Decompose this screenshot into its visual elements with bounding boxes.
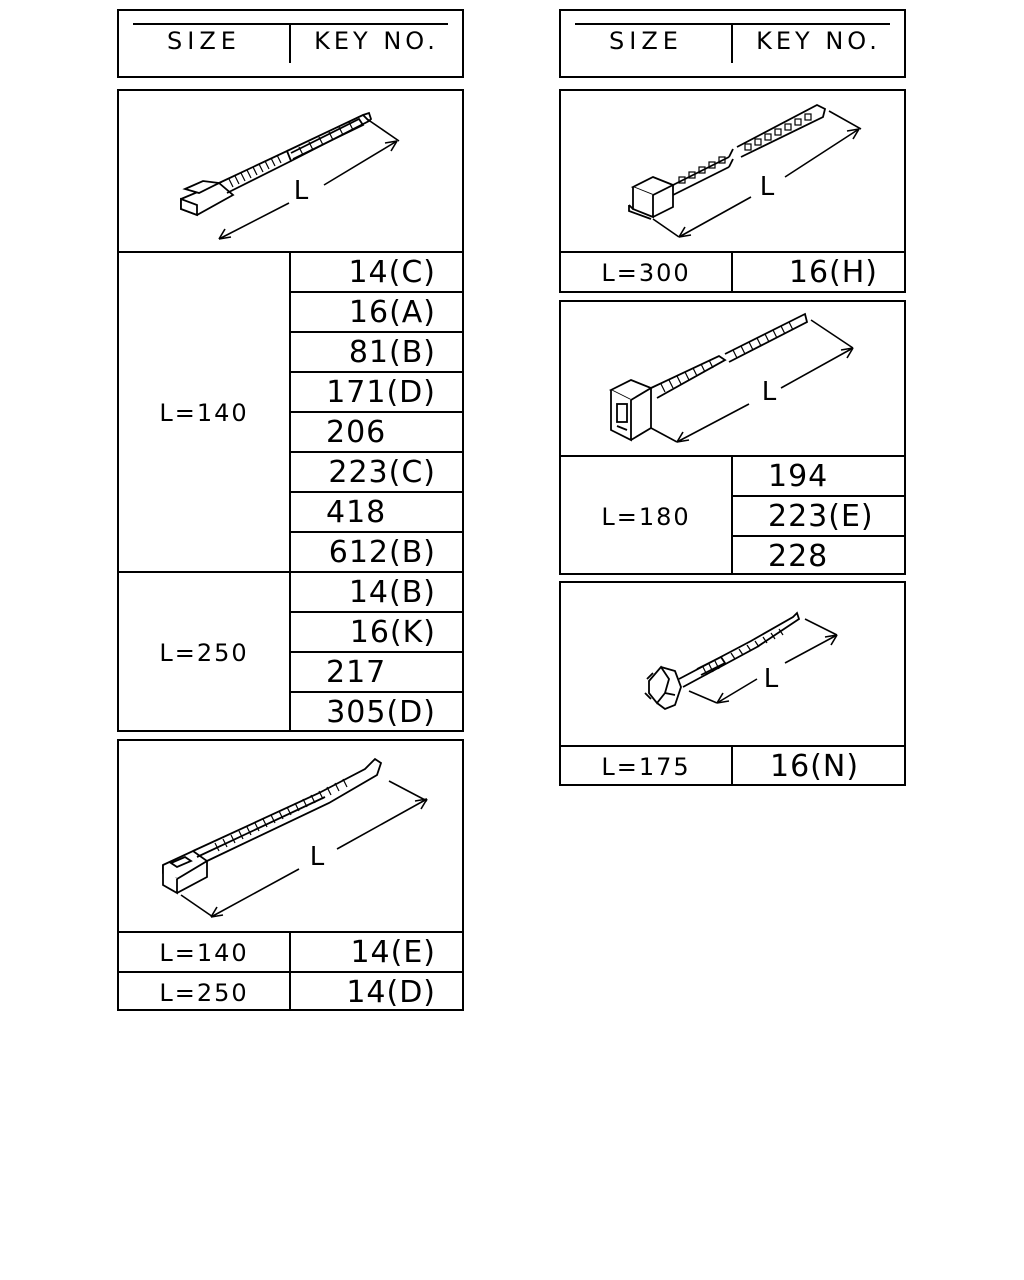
key-number: 14(C)	[348, 255, 436, 290]
size-value: L=300	[601, 259, 691, 287]
key-number: 418	[326, 495, 387, 530]
header-key-label: KEY NO.	[314, 27, 439, 55]
key-number: 16(A)	[348, 295, 436, 330]
table-rule	[291, 411, 462, 413]
size-value: L=175	[601, 753, 691, 781]
dimension-label: L	[763, 664, 779, 694]
table-rule	[733, 535, 904, 537]
dimension-label: L	[293, 176, 309, 206]
key-number: 16(H)	[788, 255, 878, 290]
table-rule	[119, 571, 462, 573]
table-rule	[291, 331, 462, 333]
key-number: 223(E)	[768, 499, 874, 534]
table-rule	[291, 451, 462, 453]
cable-tie-illustration-2	[119, 741, 462, 931]
header-size-label: SIZE	[609, 27, 683, 55]
key-number: 16(K)	[349, 615, 436, 650]
size-value: L=180	[601, 503, 691, 531]
key-number: 206	[326, 415, 387, 450]
key-number: 16(N)	[770, 749, 860, 784]
dimension-label: L	[309, 842, 325, 872]
table-rule	[291, 691, 462, 693]
header-left	[117, 9, 464, 78]
key-number: 81(B)	[348, 335, 436, 370]
size-value: L=140	[159, 399, 249, 427]
table-rule	[291, 611, 462, 613]
size-value: L=250	[159, 639, 249, 667]
key-number: 228	[768, 539, 829, 574]
table-rule	[291, 531, 462, 533]
header-right	[559, 9, 906, 78]
cable-tie-illustration-4	[561, 302, 904, 456]
key-number: 305(D)	[326, 695, 436, 730]
table-rule	[291, 491, 462, 493]
key-number: 217	[326, 655, 387, 690]
dimension-arrow	[653, 111, 861, 237]
cable-tie-illustration-1	[119, 91, 462, 253]
key-number: 223(C)	[328, 455, 436, 490]
header-key-label: KEY NO.	[756, 27, 881, 55]
key-number: 171(D)	[326, 375, 436, 410]
cable-tie-block-2	[117, 739, 464, 1011]
key-number: 14(B)	[348, 575, 436, 610]
key-number: 14(D)	[346, 975, 436, 1010]
size-value: L=140	[159, 939, 249, 967]
dimension-arrow	[219, 119, 399, 239]
cable-tie-illustration-3	[561, 91, 904, 253]
table-rule	[291, 291, 462, 293]
table-rule	[733, 495, 904, 497]
header-size-label: SIZE	[167, 27, 241, 55]
dimension-arrow	[651, 320, 853, 442]
cable-tie-block-3	[559, 89, 906, 293]
table-divider	[731, 457, 733, 575]
key-number: 194	[768, 459, 829, 494]
key-number: 612(B)	[328, 535, 436, 570]
cable-tie-block-4	[559, 300, 906, 575]
cable-tie-block-1	[117, 89, 464, 732]
table-divider	[731, 747, 733, 786]
cable-tie-block-5	[559, 581, 906, 786]
key-number: 14(E)	[350, 935, 436, 970]
dimension-label: L	[759, 172, 775, 202]
cable-tie-illustration-5	[561, 583, 904, 746]
table-rule	[291, 371, 462, 373]
table-rule	[291, 651, 462, 653]
dimension-label: L	[761, 377, 777, 407]
size-value: L=250	[159, 979, 249, 1007]
